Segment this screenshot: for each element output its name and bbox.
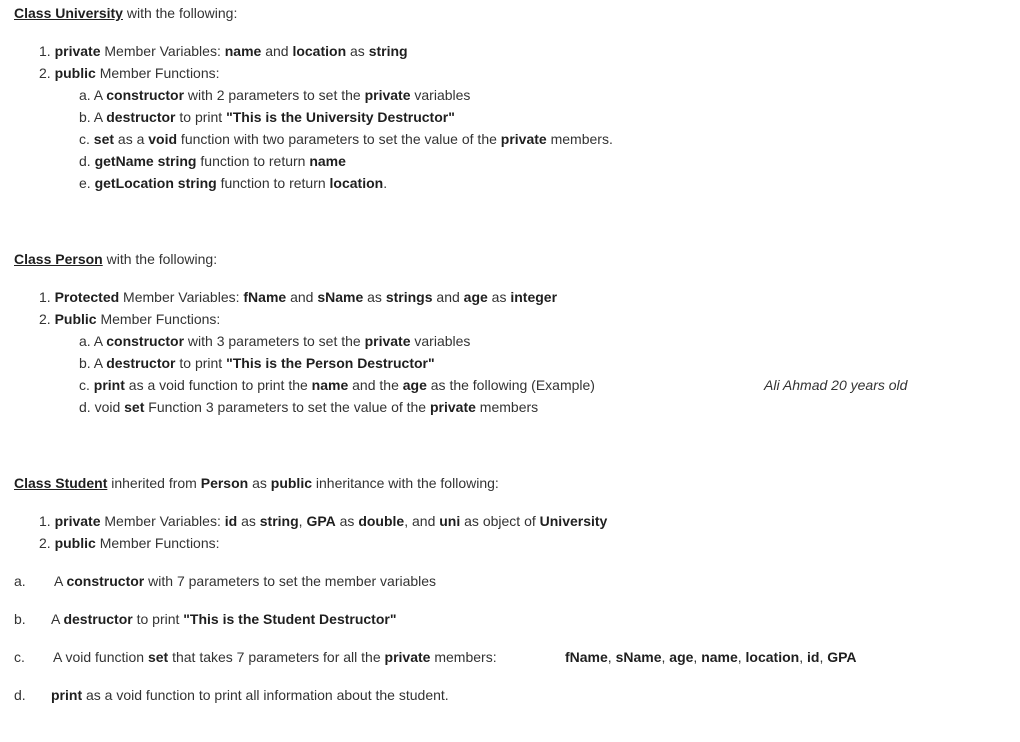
person-item-c: c. print as a void function to print the name and the age as the following (Example): [79, 377, 595, 393]
person-print-example: Ali Ahmad 20 years old: [764, 377, 908, 393]
student-set-fields: fName, sName, age, name, location, id, GPA: [565, 649, 857, 665]
university-item-d: d. getName string function to return name: [79, 153, 346, 169]
university-item-1: 1. private Member Variables: name and location as string: [39, 43, 408, 59]
person-item-d: d. void set Function 3 parameters to set the value of the private members: [79, 399, 539, 415]
student-item-1: 1. private Member Variables: id as string, GPA as double, and uni as object of University: [39, 513, 608, 529]
student-heading-line: Class Student inherited from Person as public inheritance with the following:: [14, 475, 499, 491]
university-item-2: 2. public Member Functions:: [39, 65, 220, 81]
university-item-e: e. getLocation string function to return location.: [79, 175, 388, 191]
university-item-c: c. set as a void function with two parameters to set the value of the private members.: [79, 131, 613, 147]
person-item-2: 2. Public Member Functions:: [39, 311, 221, 327]
student-item-d-marker: d.: [14, 687, 26, 703]
person-class-title: Class Person: [14, 251, 103, 267]
student-item-a-marker: a.: [14, 573, 26, 589]
university-item-a: a. A constructor with 2 parameters to set the private variables: [79, 87, 471, 103]
student-class-title: Class Student: [14, 475, 108, 491]
person-heading-line: Class Person with the following:: [14, 251, 218, 267]
student-item-a: A constructor with 7 parameters to set the member variables: [54, 573, 437, 589]
student-item-c: A void function set that takes 7 parameters for all the private members:: [53, 649, 497, 665]
person-item-a: a. A constructor with 3 parameters to set the private variables: [79, 333, 471, 349]
student-item-b-marker: b.: [14, 611, 26, 627]
university-item-b: b. A destructor to print "This is the University Destructor": [79, 109, 455, 125]
university-class-title: Class University: [14, 5, 123, 21]
person-item-b: b. A destructor to print "This is the Person Destructor": [79, 355, 435, 371]
student-item-b: A destructor to print "This is the Student Destructor": [51, 611, 397, 627]
student-item-d: print as a void function to print all information about the student.: [51, 687, 449, 703]
university-heading-line: Class University with the following:: [14, 5, 238, 21]
person-item-1: 1. Protected Member Variables: fName and sName as strings and age as integer: [39, 289, 558, 305]
student-item-2: 2. public Member Functions:: [39, 535, 220, 551]
student-item-c-marker: c.: [14, 649, 25, 665]
